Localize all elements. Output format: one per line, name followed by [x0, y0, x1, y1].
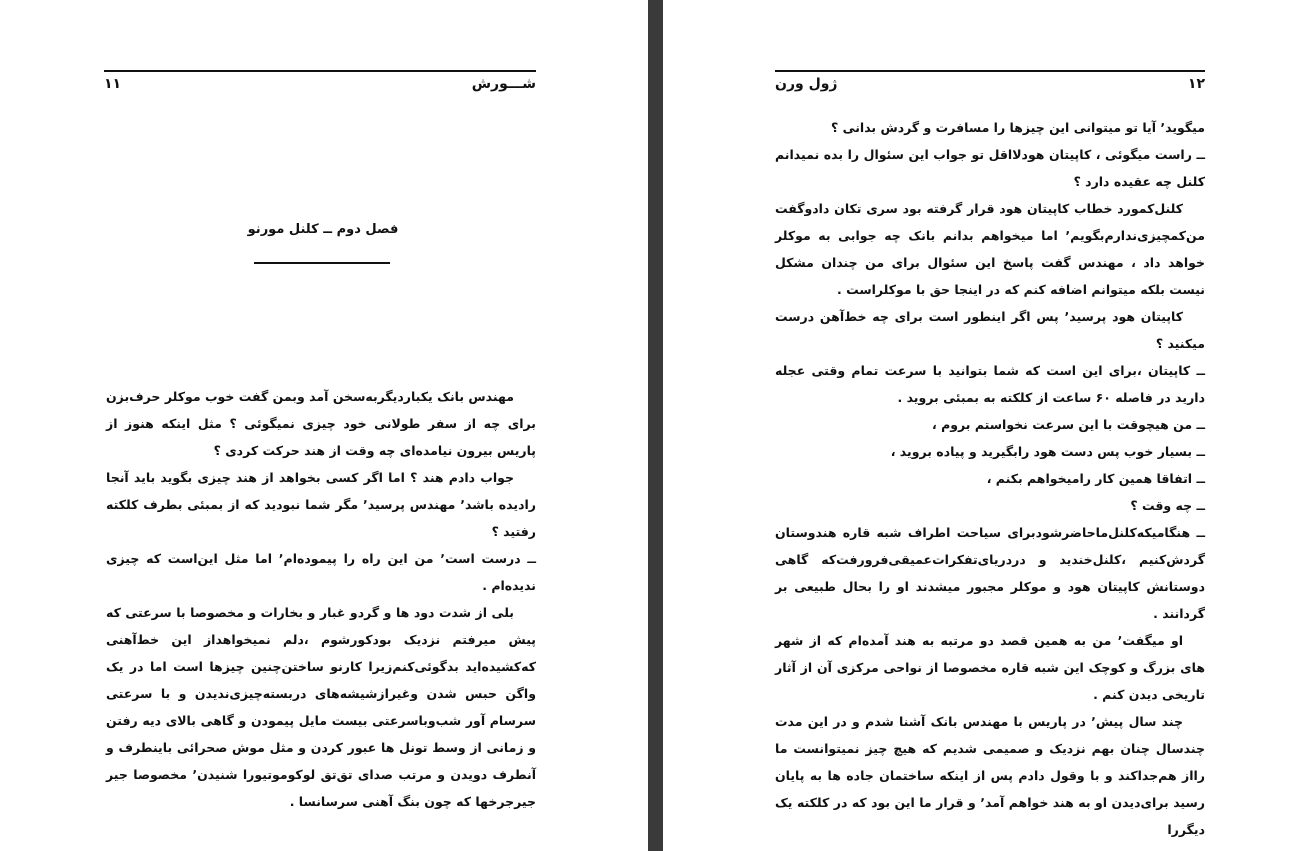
- paragraph: ــ من هیچوقت با این سرعت نخواستم بروم ،: [931, 417, 1205, 432]
- right-page-header: [775, 70, 1205, 96]
- paragraph: کلنل‌کمورد خطاب کاپیتان هود قرار گرفته بود سری تکان دادوگفت من‌کمچیزی‌ندارم‌بگویم٬ اما میخواهم بدانم بانک چه جوابی به موکلر خواهد داد ، مهندس گفت پاسخ این سئوال برای من چندان مشکل نیست بلکه میتوانم اضافه کنم که در اینجا حق با موکلراست .: [775, 201, 1205, 297]
- paragraph: چند سال پیش٬ در پاریس با مهندس بانک آشنا شدم و در این مدت چندسال چنان بهم نزدیک و صمیمی شدیم که هیچ چیز نمیتوانست ما رااز هم‌جدا‌کند و با وقول دادم پس از اینکه ساختمان جاده ها به پایان رسید برای‌دیدن او به هند خواهم آمد٬ و قرار ما این بود که در کلکته یک دیگررا: [775, 714, 1205, 837]
- left-page-running-title: شـــورش: [471, 76, 536, 92]
- paragraph: ــ راست میگوئی ، کاپیتان هودلااقل تو جواب این سئوال را بده نمیدانم کلنل چه عقیده دارد ؟: [775, 147, 1205, 189]
- left-page: [0, 0, 648, 851]
- paragraph: کاپیتان هود پرسید٬ پس اگر اینطور است برای چه خط‌آهن درست میکنید ؟: [775, 309, 1205, 351]
- left-page-body: [106, 383, 536, 815]
- paragraph: ــ هنگامیکه‌کلنل‌ماحاضرشودبرای سیاحت اطراف شبه قاره هندوستان گردش‌کنیم ،کلنل‌خندید و دردریای‌تفکرات‌عمیقی‌فرورفت‌که گاهی دوستانش کاپیتان هود و موکلر مجبور میشدند او را بحال طبیعی بر گردانند .: [775, 525, 1205, 621]
- right-page-number: ۱۲: [1187, 76, 1205, 92]
- chapter-title-rule: [254, 262, 390, 264]
- paragraph: او میگفت٬ من به همین قصد دو مرتبه به هند آمده‌ام که از شهر های بزرگ و کوچک این شبه قاره مخصوصا از نواحی مرکزی آن از آثار تاریخی دیدن کنم .: [775, 633, 1205, 702]
- paragraph: ــ بسیار خوب پس دست هود رابگیرید و پیاده بروید ،: [890, 444, 1205, 459]
- right-page-running-title: ژول ورن: [775, 76, 838, 92]
- right-page-body: [775, 114, 1205, 843]
- paragraph: مهندس بانک یکباردیگربه‌سخن آمد وبمن گفت خوب موکلر حرف‌بزن برای چه از سفر طولانی خود چیزی نمیگوئی ؟ مثل اینکه هنوز از پاریس بیرون نیامده‌ای چه وقت از هند حرکت کردی ؟: [106, 389, 536, 458]
- chapter-title: فصل دوم ــ کلنل مورنو: [247, 222, 399, 237]
- paragraph: ــ اتفاقا همین کار رامیخواهم بکنم ،: [986, 471, 1205, 486]
- right-page: [663, 0, 1311, 851]
- paragraph: میگوید٬ آیا تو میتوانی این چیزها را مسافرت و گردش بدانی ؟: [830, 120, 1205, 135]
- book-gutter: [648, 0, 663, 851]
- paragraph: بلی از شدت دود ها و گردو غبار و بخارات و مخصوصا با سرعتی که پیش میرفتم نزدیک بودکورشوم ،دلم نمیخواهداز این خط‌آهنی که‌کشیده‌اید بدگوئی‌کنم‌زیرا کارنو ساختن‌چنین چیزها است اما در یک واگن حبس شدن وغیرازشیشه‌های دربسته‌چیزی‌ندیدن و با سرعتی سرسام آور شب‌وبا‌سرعتی بیست مایل پیمودن و گاهی بالای دیه رفتن و زمانی از وسط تونل ها عبور کردن و مثل موش صحرائی باینطرف و آنطرف دویدن و مرتب صدای تق‌تق لوکوموتیورا شنیدن٬ مخصوصا جیر جیرجرخها که چون بنگ آهنی سرسانسا .: [106, 605, 536, 809]
- left-page-header: [104, 70, 536, 96]
- left-page-number: ۱۱: [104, 76, 122, 92]
- paragraph: ــ درست است٬ من این راه را پیموده‌ام٬ اما مثل این‌است که چیزی ندیده‌ام .: [106, 551, 536, 593]
- paragraph: ــ چه وقت ؟: [1130, 498, 1205, 513]
- paragraph: ــ کاپیتان ،برای این است که شما بتوانید با سرعت تمام وقتی عجله دارید در فاصله ۶۰ ساعت از کلکته به بمبئی بروید .: [775, 363, 1205, 405]
- paragraph: جواب دادم هند ؟ اما اگر کسی بخواهد از هند چیزی بگوید باید آنجا رادیده باشد٬ مهندس پرسید٬ مگر شما نبودید که از بمبئی بطرف کلکته رفتید ؟: [106, 470, 536, 539]
